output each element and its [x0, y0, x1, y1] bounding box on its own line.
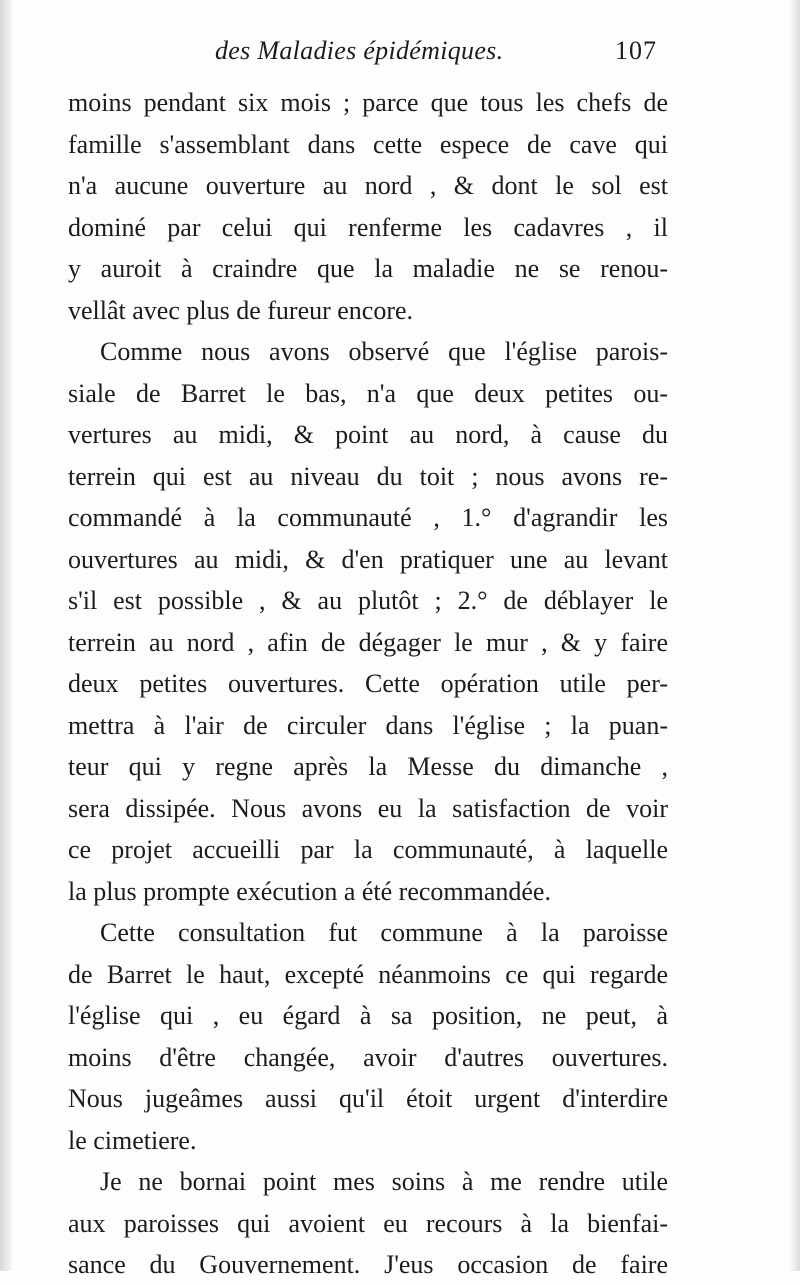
text-line: terrein qui est au niveau du toit ; nous avons re- [68, 461, 668, 491]
text-line: terrein au nord , afin de dégager le mur , & y faire [68, 627, 668, 657]
text-line: siale de Barret le bas, n'a que deux petites ou- [68, 378, 668, 408]
text-line: deux petites ouvertures. Cette opération utile per- [68, 669, 668, 698]
text-line: commandé à la communauté , 1.° d'agrandir les [68, 503, 668, 532]
paragraph-4 [68, 1161, 668, 1286]
text-line: le cimetiere. [68, 1125, 197, 1155]
paragraph-1 [68, 82, 668, 331]
text-line: vertures au midi, & point au nord, à cause du [68, 420, 668, 449]
text-line: s'il est possible , & au plutôt ; 2.° de déblayer le [68, 586, 668, 615]
text-line: Je ne bornai point mes soins à me rendre utile [100, 1167, 668, 1196]
text-line: y auroit à craindre que la maladie ne se renou- [68, 254, 668, 283]
text-line: Comme nous avons observé que l'église parois- [100, 337, 668, 366]
text-line: famille s'assemblant dans cette espece de cave qui [68, 129, 668, 159]
paragraph-3 [68, 912, 668, 1161]
paragraph-2 [68, 331, 668, 912]
text-line: moins pendant six mois ; parce que tous les chefs de [68, 88, 668, 117]
text-line: de Barret le haut, excepté néanmoins ce qui regarde [68, 959, 668, 989]
text-line: ce projet accueilli par la communauté, à laquelle [68, 835, 668, 864]
page-number: 107 [615, 36, 657, 65]
text-line: sance du Gouvernement. J'eus occasion de faire [68, 1250, 668, 1279]
text-line: l'église qui , eu égard à sa position, ne peut, à [68, 1001, 668, 1030]
text-line: Nous jugeâmes aussi qu'il étoit urgent d'interdire [68, 1084, 668, 1113]
text-line: vellât avec plus de fureur encore. [68, 295, 414, 325]
running-title: des Maladies épidémiques. [215, 36, 504, 65]
body-text [68, 82, 668, 1286]
page-header [0, 36, 800, 80]
text-line: n'a aucune ouverture au nord , & dont le sol est [68, 171, 668, 200]
text-line: dominé par celui qui renferme les cadavres , il [68, 212, 668, 242]
text-line: teur qui y regne après la Messe du dimanche , [68, 752, 668, 781]
text-line: la plus prompte exécution a été recommandée. [68, 876, 551, 906]
text-line: mettra à l'air de circuler dans l'église ; la puan- [68, 710, 668, 740]
text-line: moins d'être changée, avoir d'autres ouvertures. [68, 1042, 668, 1072]
text-line: Cette consultation fut commune à la paroisse [100, 918, 668, 947]
text-line: ouvertures au midi, & d'en pratiquer une au levant [68, 544, 668, 574]
page-right-edge [790, 0, 800, 1271]
page-left-edge [0, 0, 12, 1271]
text-line: aux paroisses qui avoient eu recours à la bienfai- [68, 1208, 668, 1238]
text-line: sera dissipée. Nous avons eu la satisfaction de voir [68, 793, 668, 823]
